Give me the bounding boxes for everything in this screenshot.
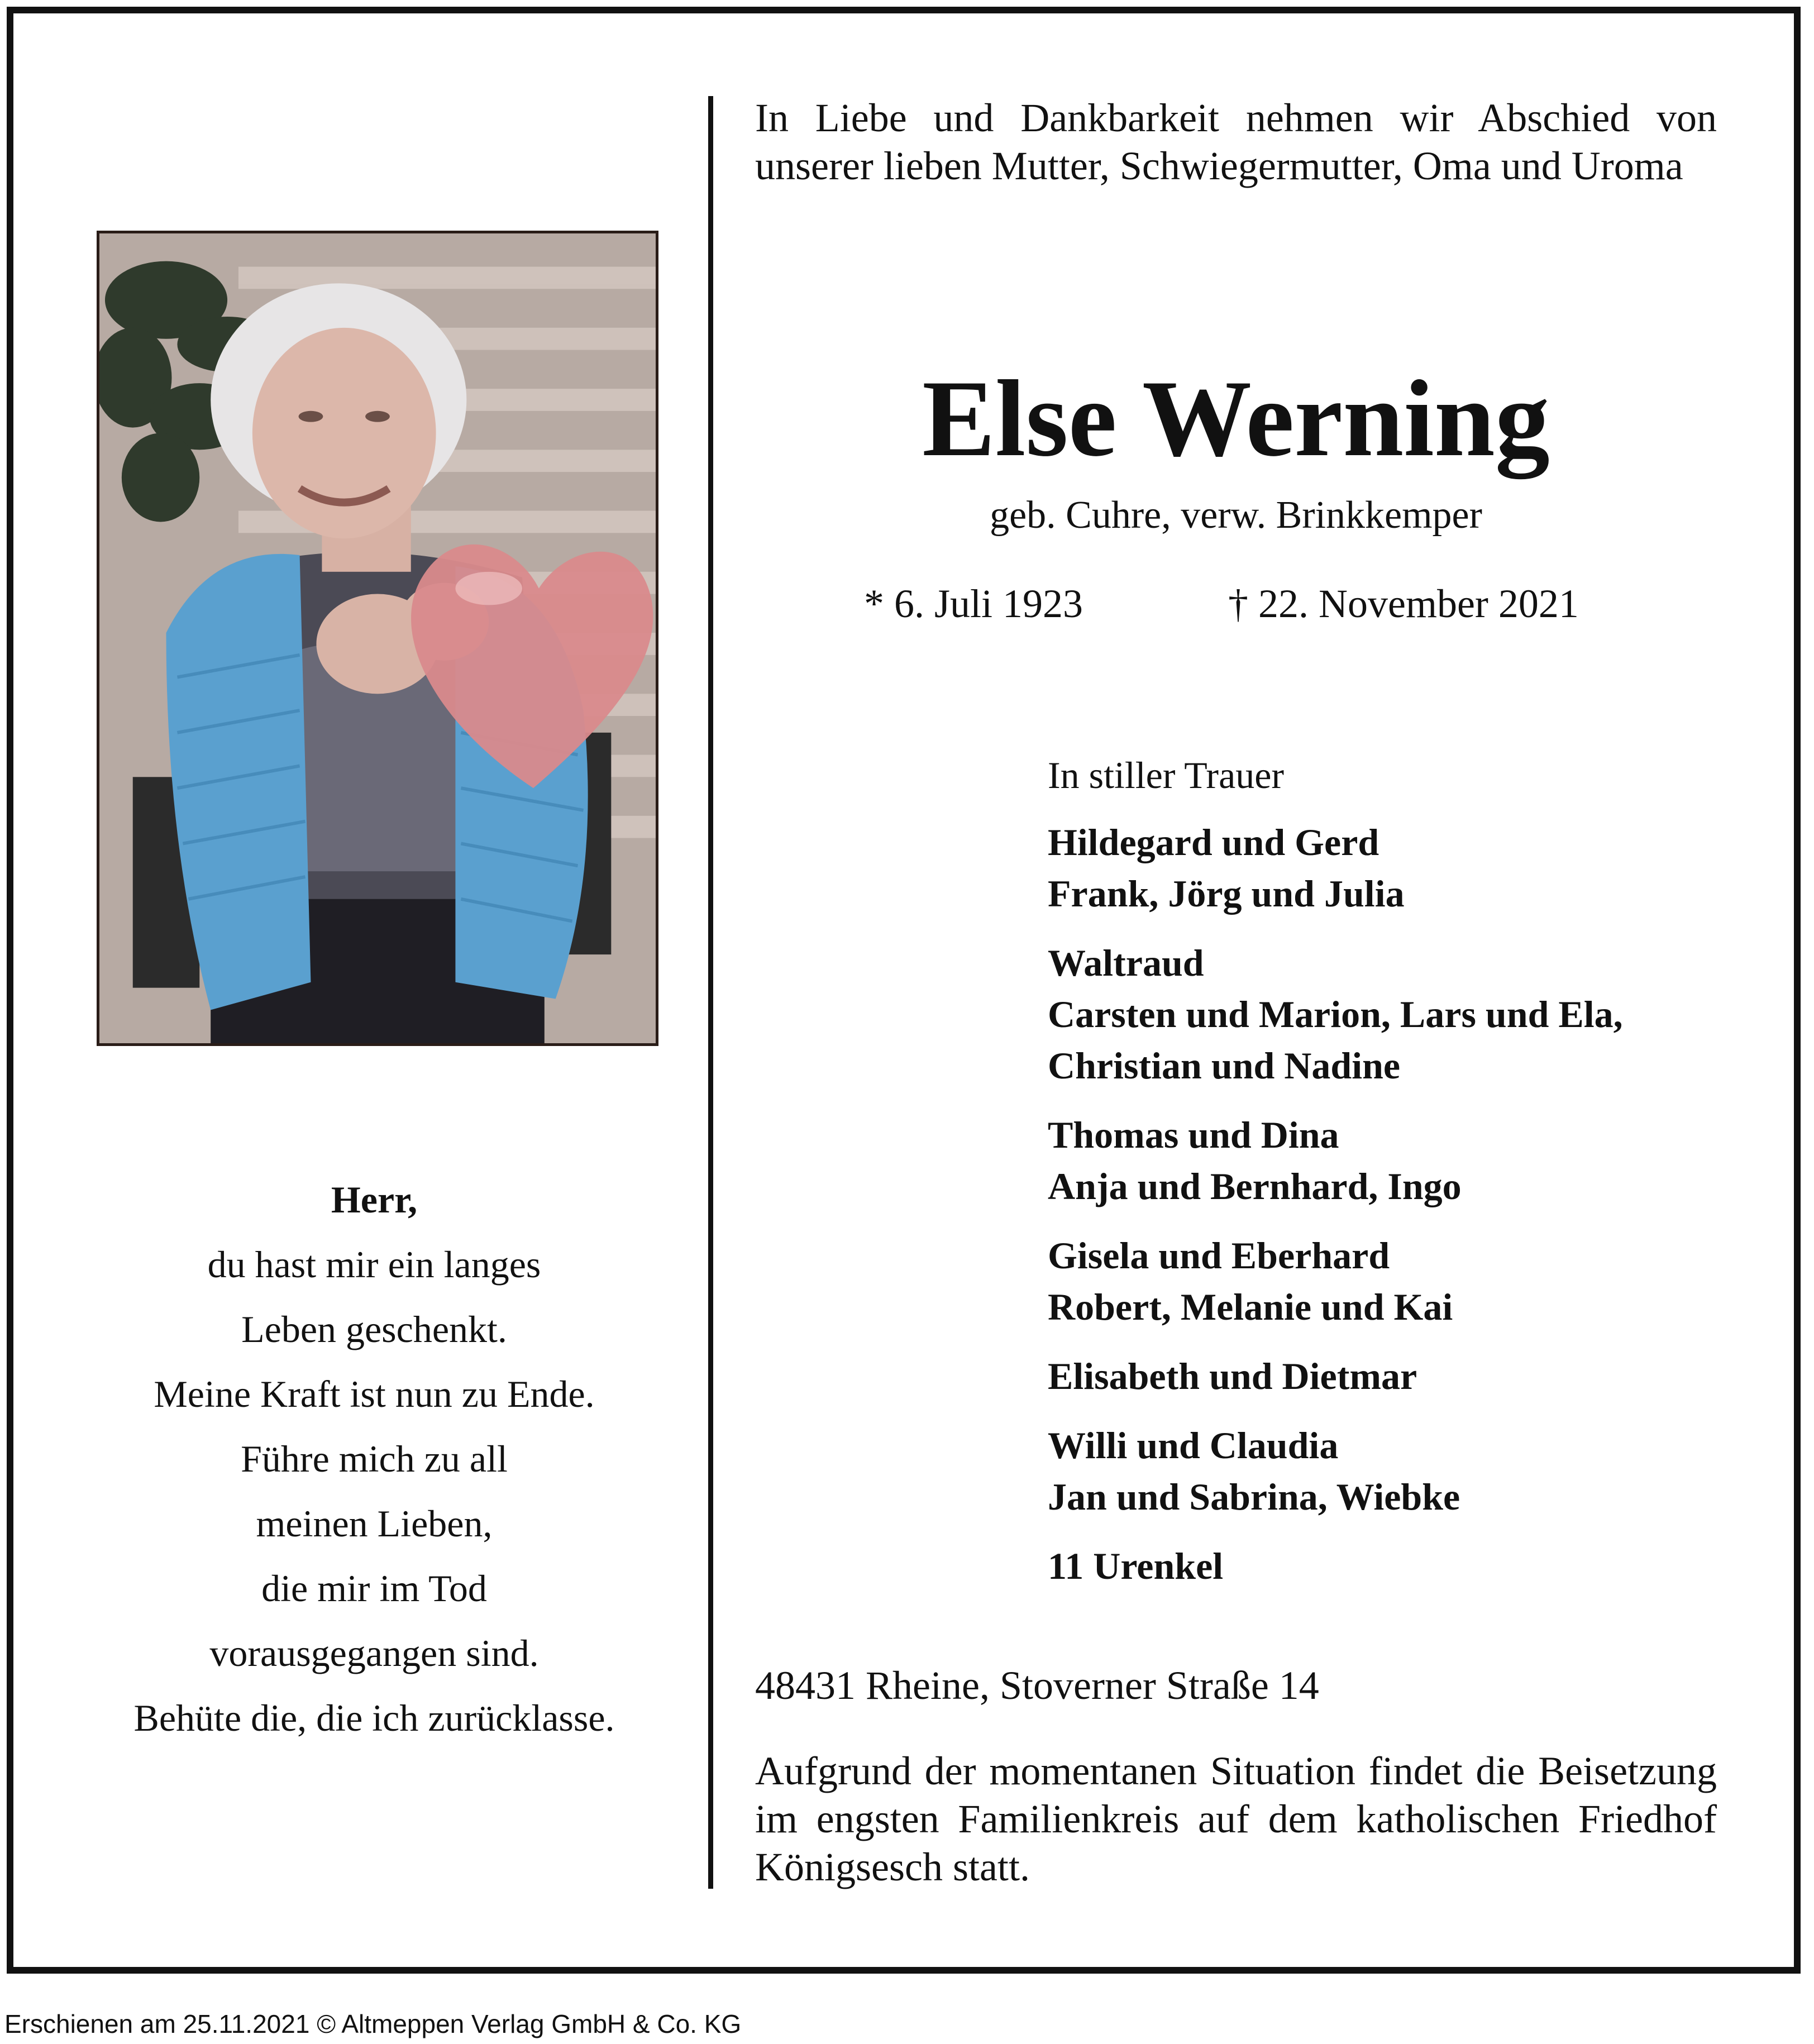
mourner-line: Willi und Claudia	[1048, 1424, 1339, 1467]
poem-line: die mir im Tod	[261, 1567, 487, 1610]
mourner-group	[1048, 937, 1774, 1091]
mourner-line: Thomas und Dina	[1048, 1114, 1339, 1156]
mourner-group	[1048, 1420, 1774, 1522]
maiden-names: geb. Cuhre, verw. Brinkkemper	[990, 494, 1482, 537]
mourner-line: Carsten und Marion, Lars und Ela,	[1048, 993, 1623, 1035]
poem-line: Leben geschenkt.	[241, 1308, 507, 1350]
poem-line: Herr,	[331, 1178, 418, 1221]
family-address: 48431 Rheine, Stoverner Straße 14	[755, 1663, 1319, 1708]
mourners-intro: In stiller Trauer	[1048, 754, 1285, 796]
poem-line: Behüte die, die ich zurücklasse.	[133, 1697, 615, 1739]
mourner-group	[1048, 816, 1774, 919]
publication-footer: Erschienen am 25.11.2021 © Altmeppen Verlag GmbH & Co. KG	[4, 2009, 742, 2038]
intro-text: In Liebe und Dankbarkeit nehmen wir Abschied von unserer lieben Mutter, Schwiegermutter, Oma und Uroma	[755, 95, 1717, 188]
poem-line: vorausgegangen sind.	[209, 1632, 539, 1674]
mourner-line: Elisabeth und Dietmar	[1048, 1355, 1417, 1397]
mourner-line: Hildegard und Gerd	[1048, 821, 1379, 863]
poem-line: Meine Kraft ist nun zu Ende.	[154, 1373, 595, 1415]
mourner-line: Gisela und Eberhard	[1048, 1234, 1390, 1277]
poem-line: du hast mir ein langes	[207, 1243, 541, 1286]
funeral-note: Aufgrund der momentanen Situation findet die Beisetzung im engsten Familienkreis auf dem katholischen Friedhof Königsesch statt.	[755, 1749, 1717, 1889]
mourner-line: Jan und Sabrina, Wiebke	[1048, 1475, 1460, 1518]
mourner-line: Anja und Bernhard, Ingo	[1048, 1165, 1462, 1207]
mourner-group	[1048, 1230, 1774, 1333]
mourner-line: 11 Urenkel	[1048, 1545, 1224, 1587]
mourner-line: Robert, Melanie und Kai	[1048, 1286, 1453, 1328]
deceased-name: Else Werning	[922, 358, 1550, 479]
mourner-line: Waltraud	[1048, 942, 1204, 984]
mourners-list	[1048, 749, 1774, 1610]
poem	[67, 1167, 681, 1750]
death-date: † 22. November 2021	[1228, 581, 1579, 626]
column-divider	[708, 96, 713, 1889]
mourner-group	[1048, 1540, 1774, 1592]
birth-date: * 6. Juli 1923	[864, 581, 1083, 626]
portrait-photo	[97, 231, 658, 1046]
poem-line: meinen Lieben,	[256, 1502, 493, 1545]
mourner-line: Frank, Jörg und Julia	[1048, 872, 1405, 915]
poem-line: Führe mich zu all	[241, 1438, 508, 1480]
mourner-line: Christian und Nadine	[1048, 1044, 1401, 1087]
portrait-illustration	[99, 233, 656, 1043]
mourner-group	[1048, 1109, 1774, 1212]
mourner-group	[1048, 1350, 1774, 1402]
